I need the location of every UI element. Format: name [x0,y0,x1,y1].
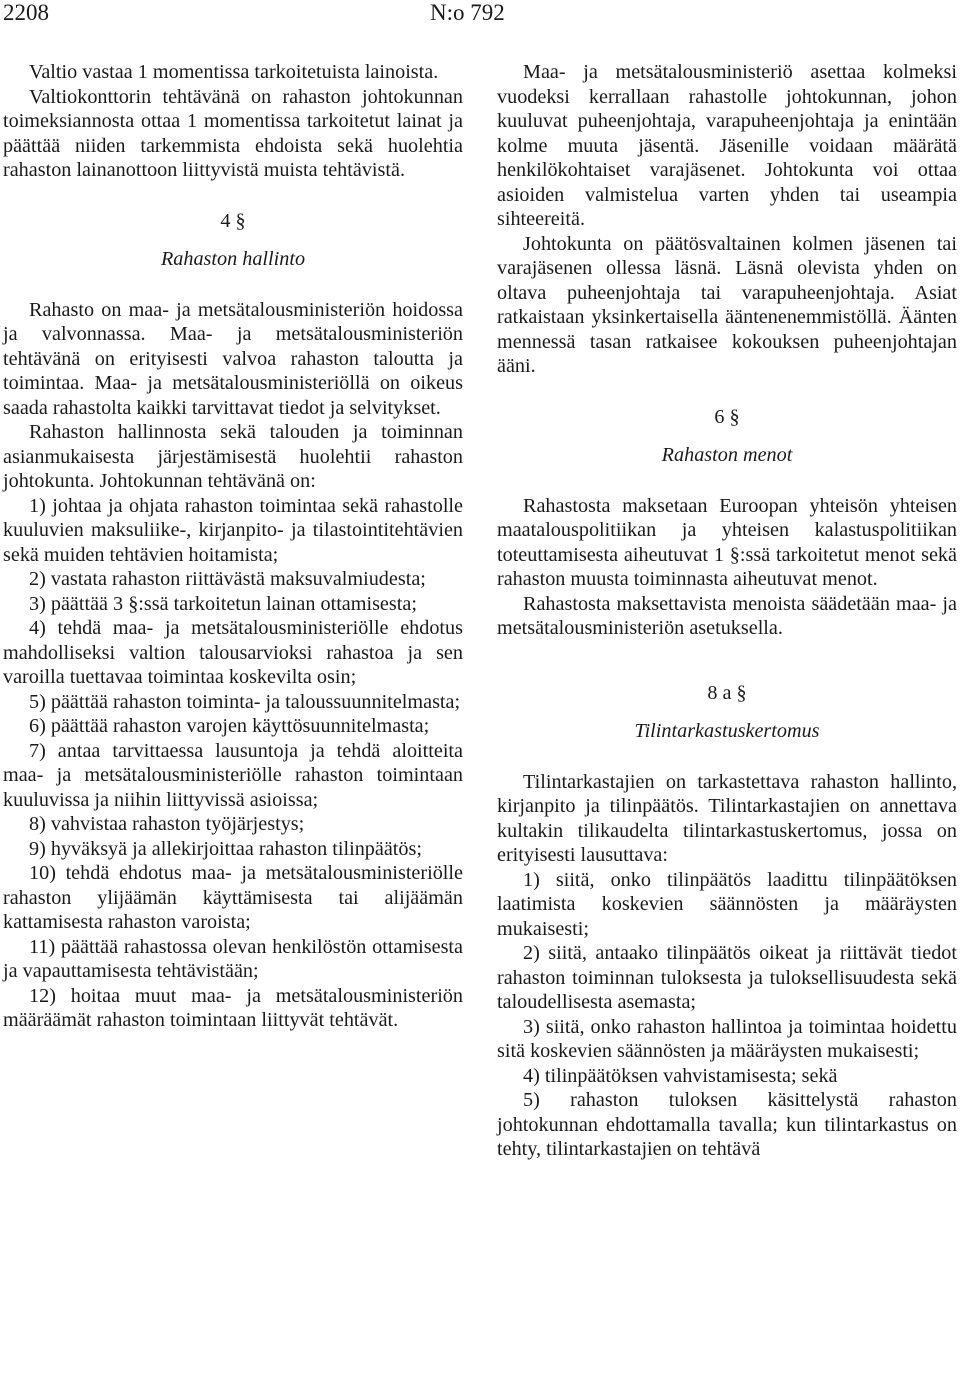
page-header [0,0,960,32]
section-number: 8 a § [707,681,747,704]
list-item: 6) päättää rahaston varojen käyttösuunnitelmasta; [29,715,430,737]
section-title: Tilintarkastuskertomus [634,720,820,742]
list-item: 8) vahvistaa rahaston työjärjestys; [29,813,305,835]
paragraph: Rahastosta maksetaan Euroopan yhteisön yhteisen maatalouspolitiikan ja yhteisen kalastuspolitiikan toteuttamisesta aiheutuvat 1 §:ssä tarkoitetut menot sekä rahaston muusta toiminnasta aiheutuvat menot. [497,494,957,590]
paragraph: Rahastosta maksettavista menoista säädetään maa- ja metsätalousministeriön asetuksella. [497,592,957,639]
section-title: Rahaston hallinto [160,248,306,270]
section-title: Rahaston menot [661,444,793,466]
page-number: 2208 [3,0,49,25]
paragraph: Rahaston hallinnosta sekä talouden ja toiminnan asianmukaisesta järjestämisestä huolehtii rahaston johtokunta. Johtokunnan tehtävänä on: [3,421,463,492]
list-item: 1) siitä, onko tilinpäätös laadittu tilinpäätöksen laatimista koskevien säännösten ja määräysten mukaisesti; [497,868,957,940]
list-item: 4) tehdä maa- ja metsätalousministeriölle ehdotus mahdolliseksi valtion talousarvioksi rahastoa ja sen varoilla tuettavaa toimintaa koskevilta osin; [3,617,463,688]
paragraph: Tilintarkastajien on tarkastettava rahaston hallinto, kirjanpito ja tilinpäätös. Tilintarkastajien on annettava kultakin tilikaudelta tilintarkastuskertomus, jossa on erityisesti lausuttava: [497,770,957,866]
left-column [3,60,463,1033]
section-number: 6 § [714,405,740,428]
list-item: 2) siitä, antaako tilinpäätös oikeat ja riittävät tiedot rahaston toiminnan tuloksesta ja tuloksellisuudesta sekä taloudellisesta asemasta; [497,942,957,1013]
list-item: 10) tehdä ehdotus maa- ja metsätalousministeriölle rahaston ylijäämän käyttämisesta tai alijäämän kattamisesta rahaston varoista; [3,862,463,933]
paragraph: Valtio vastaa 1 momentissa tarkoitetuista lainoista. [29,61,439,83]
right-column [497,60,957,1162]
issue-number: N:o 792 [430,0,505,25]
list-item: 9) hyväksyä ja allekirjoittaa rahaston tilinpäätös; [29,837,422,860]
paragraph: Maa- ja metsätalousministeriö asettaa kolmeksi vuodeksi kerrallaan rahastolle johtokunnan, johon kuuluvat puheenjohtaja, varapuheenjohtaja ja enintään kolme muuta jäsentä. Jäsenille voidaan määrätä henkilökohtaiset varajäsenet. Johtokunta voi ottaa asioiden valmistelua varten yhden tai useampia sihteereitä. [497,61,957,230]
list-item: 3) päättää 3 §:ssä tarkoitetun lainan ottamisesta; [29,592,417,615]
list-item: 1) johtaa ja ohjata rahaston toimintaa sekä rahastolle kuuluvien maksuliike-, kirjanpito- ja tilastointitehtävien sekä muiden tehtävien hoitamista; [3,494,463,566]
list-item: 5) päättää rahaston toiminta- ja taloussuunnitelmasta; [29,690,461,713]
list-item: 2) vastata rahaston riittävästä maksuvalmiudesta; [29,568,426,590]
list-item: 5) rahaston tuloksen käsittelystä rahaston johtokunnan ehdottamalla tavalla; kun tilintarkastus on tehty, tilintarkastajien on tehtävä [497,1089,957,1160]
paragraph: Valtiokonttorin tehtävänä on rahaston johtokunnan toimeksiannosta ottaa 1 momentissa tarkoitetut lainat ja päättää niiden tarkemmista ehdoista sekä huolehtia rahaston lainanottoon liittyvistä muista tehtävistä. [3,85,463,181]
paragraph: Rahasto on maa- ja metsätalousministeriön hoidossa ja valvonnassa. Maa- ja metsätalousministeriön tehtävänä on erityisesti valvoa rahaston taloutta ja toimintaa. Maa- ja metsätalousministeriöllä on oikeus saada rahastolta kaikki tarvittavat tiedot ja selvitykset. [3,298,463,419]
list-item: 11) päättää rahastossa olevan henkilöstön ottamisesta ja vapauttamisesta tehtävistään; [3,935,463,982]
list-item: 4) tilinpäätöksen vahvistamisesta; sekä [523,1064,838,1087]
section-number: 4 § [220,209,246,232]
list-item: 7) antaa tarvittaessa lausuntoja ja tehdä aloitteita maa- ja metsätalousministeriölle rahaston toimintaan kuuluvissa ja niihin liittyvissä asioissa; [3,739,463,811]
list-item: 3) siitä, onko rahaston hallintoa ja toimintaa hoidettu sitä koskevien säännösten ja määräysten mukaisesti; [497,1015,957,1062]
paragraph: Johtokunta on päätösvaltainen kolmen jäsenen tai varajäsenen ollessa läsnä. Läsnä olevista yhden on oltava puheenjohtaja tai varapuheenjohtaja. Asiat ratkaistaan yksinkertaisella ääntenenemmistöllä. Äänten mennessä tasan ratkaisee kokouksen puheenjohtajan ääni. [497,232,957,377]
list-item: 12) hoitaa muut maa- ja metsätalousministeriön määräämät rahaston toimintaan liittyvät tehtävät. [3,984,463,1031]
